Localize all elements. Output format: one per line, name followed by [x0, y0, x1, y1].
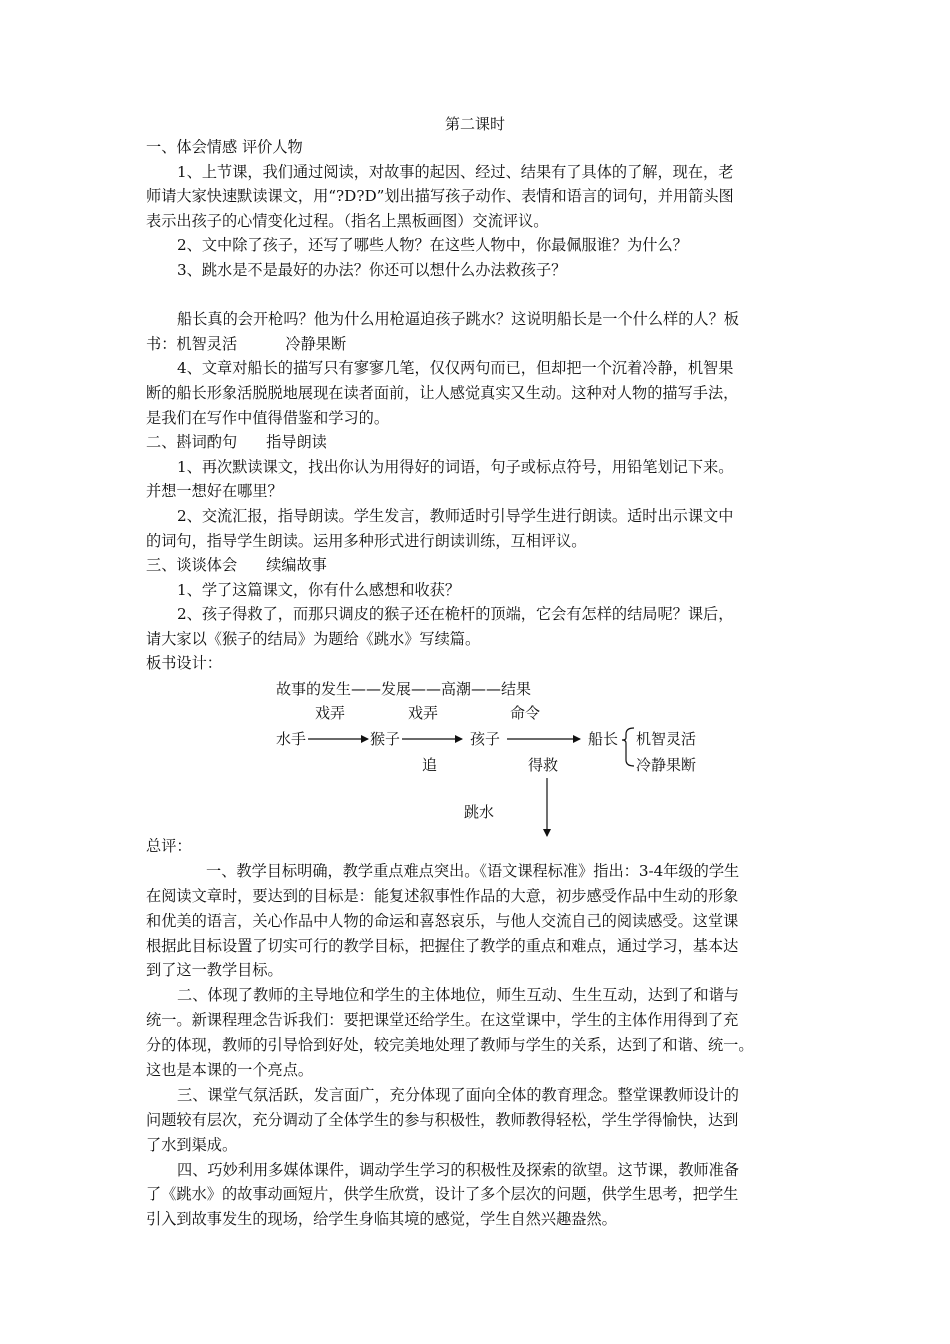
label-chase: 追 [422, 756, 438, 774]
paragraph-text: 师请大家快速默读课文，用“?D?D”划出描写孩子动作、表情和语言的词句，并用箭头图 [146, 187, 734, 206]
paragraph-text: 2、文中除了孩子，还写了哪些人物？在这些人物中，你最佩服谁？为什么？ [177, 236, 688, 255]
paragraph-text: 并想一想好在哪里？ [146, 482, 283, 501]
section2-heading: 二、斟词酌句 指导朗读 [146, 433, 327, 452]
review-body [146, 834, 806, 1232]
paragraph-text: 1、学了这篇课文，你有什么感想和收获？ [177, 580, 461, 599]
paragraph-text: 分的体现，教师的引导恰到好处，较完美地处理了教师与学生的关系，达到了和谐、统一。 [146, 1036, 754, 1055]
paragraph-text: 了《跳水》的故事动画短片，供学生欣赏，设计了多个层次的问题，供学生思考，把学生 [146, 1185, 739, 1204]
paragraph-text: 的词句，指导学生朗读。运用多种形式进行朗读训练，互相评议。 [146, 531, 587, 550]
paragraph-text: 问题较有层次，充分调动了全体学生的参与积极性，教师教得轻松，学生学得愉快，达到 [146, 1110, 739, 1129]
board-diagram [262, 672, 722, 842]
trait-2: 冷静果断 [636, 756, 697, 774]
paragraph-text: 在阅读文章时，要达到的目标是：能复述叙事性作品的大意，初步感受作品中生动的形象 [146, 886, 739, 905]
paragraph-text: 四、巧妙利用多媒体课件，调动学生学习的积极性及探索的欲望。这节课，教师准备 [177, 1160, 739, 1179]
paragraph-text: 船长真的会开枪吗？他为什么用枪逼迫孩子跳水？这说明船长是一个什么样的人？板 [177, 310, 739, 329]
paragraph-text: 1、再次默读课文，找出你认为用得好的词语，句子或标点符号，用铅笔划记下来。 [177, 457, 734, 476]
section1-heading: 一、体会情感 评价人物 [146, 138, 303, 156]
label-saved: 得救 [528, 756, 559, 774]
lesson-plan-body [146, 135, 806, 676]
paragraph-text: 请大家以《猴子的结局》为题给《跳水》写续篇。 [146, 629, 481, 648]
node-monkey: 猴子 [370, 730, 401, 748]
label-play-2: 戏弄 [408, 704, 439, 722]
paragraph-text: 这也是本课的一个亮点。 [146, 1061, 314, 1080]
review-label: 总评： [146, 837, 192, 855]
paragraph-text: 到了这一教学目标。 [146, 961, 283, 980]
node-sailor: 水手 [276, 730, 307, 748]
paragraph-text: 三、课堂气氛活跃，发言面广，充分体现了面向全体的教育理念。整堂课教师设计的 [177, 1085, 739, 1104]
paragraph-text: 了水到渠成。 [146, 1135, 238, 1154]
node-captain: 船长 [588, 730, 619, 748]
section3-heading: 三、谈谈体会 续编故事 [146, 556, 327, 575]
paragraph-text: 表示出孩子的心情变化过程。（指名上黑板画图）交流评议。 [146, 211, 549, 230]
trait-1: 机智灵活 [636, 730, 697, 748]
paragraph-text: 一、教学目标明确，教学重点难点突出。《语文课程标准》指出：3-4年级的学生 [206, 861, 740, 880]
paragraph-text: 2、交流汇报，指导朗读。学生发言，教师适时引导学生进行朗读。适时出示课文中 [177, 506, 734, 525]
node-child: 孩子 [470, 730, 501, 748]
paragraph-text: 是我们在写作中值得借鉴和学习的。 [146, 408, 389, 427]
paragraph-text: 1、上节课，我们通过阅读，对故事的起因、经过、结果有了具体的了解，现在，老 [177, 162, 734, 181]
paragraph-text: 4、文章对船长的描写只有寥寥几笔，仅仅两句而已，但却把一个沉着冷静，机智果 [177, 359, 734, 378]
paragraph-text: 根据此目标设置了切实可行的教学目标，把握住了教学的重点和难点，通过学习，基本达 [146, 936, 739, 955]
paragraph-text: 断的船长形象活脱脱地展现在读者面前，让人感觉真实又生动。这种对人物的描写手法， [146, 383, 739, 402]
label-play-1: 戏弄 [315, 704, 346, 722]
board-design-label: 板书设计： [146, 654, 222, 673]
paragraph-text: 统一。新课程理念告诉我们：要把课堂还给学生。在这堂课中，学生的主体作用得到了充 [146, 1011, 739, 1030]
paragraph-text: 二、体现了教师的主导地位和学生的主体地位，师生互动、生生互动，达到了和谐与 [177, 986, 739, 1005]
label-jump: 跳水 [464, 803, 495, 821]
diagram-header: 故事的发生——发展——高潮——结果 [276, 680, 532, 698]
paragraph-text: 引入到故事发生的现场，给学生身临其境的感觉，学生自然兴趣盎然。 [146, 1210, 617, 1229]
blank-line [146, 283, 806, 308]
paragraph-text: 2、孩子得救了，而那只调皮的猴子还在桅杆的顶端，它会有怎样的结局呢？课后， [177, 605, 734, 624]
paragraph-text: 书：机智灵活 冷静果断 [146, 334, 347, 353]
page-title: 第二课时 [444, 115, 505, 133]
brace-icon [622, 728, 634, 766]
label-order: 命令 [510, 704, 541, 722]
paragraph-text: 3、跳水是不是最好的办法？你还可以想什么办法救孩子？ [177, 260, 567, 279]
paragraph-text: 和优美的语言，关心作品中人物的命运和喜怒哀乐，与他人交流自己的阅读感受。这堂课 [146, 911, 739, 930]
